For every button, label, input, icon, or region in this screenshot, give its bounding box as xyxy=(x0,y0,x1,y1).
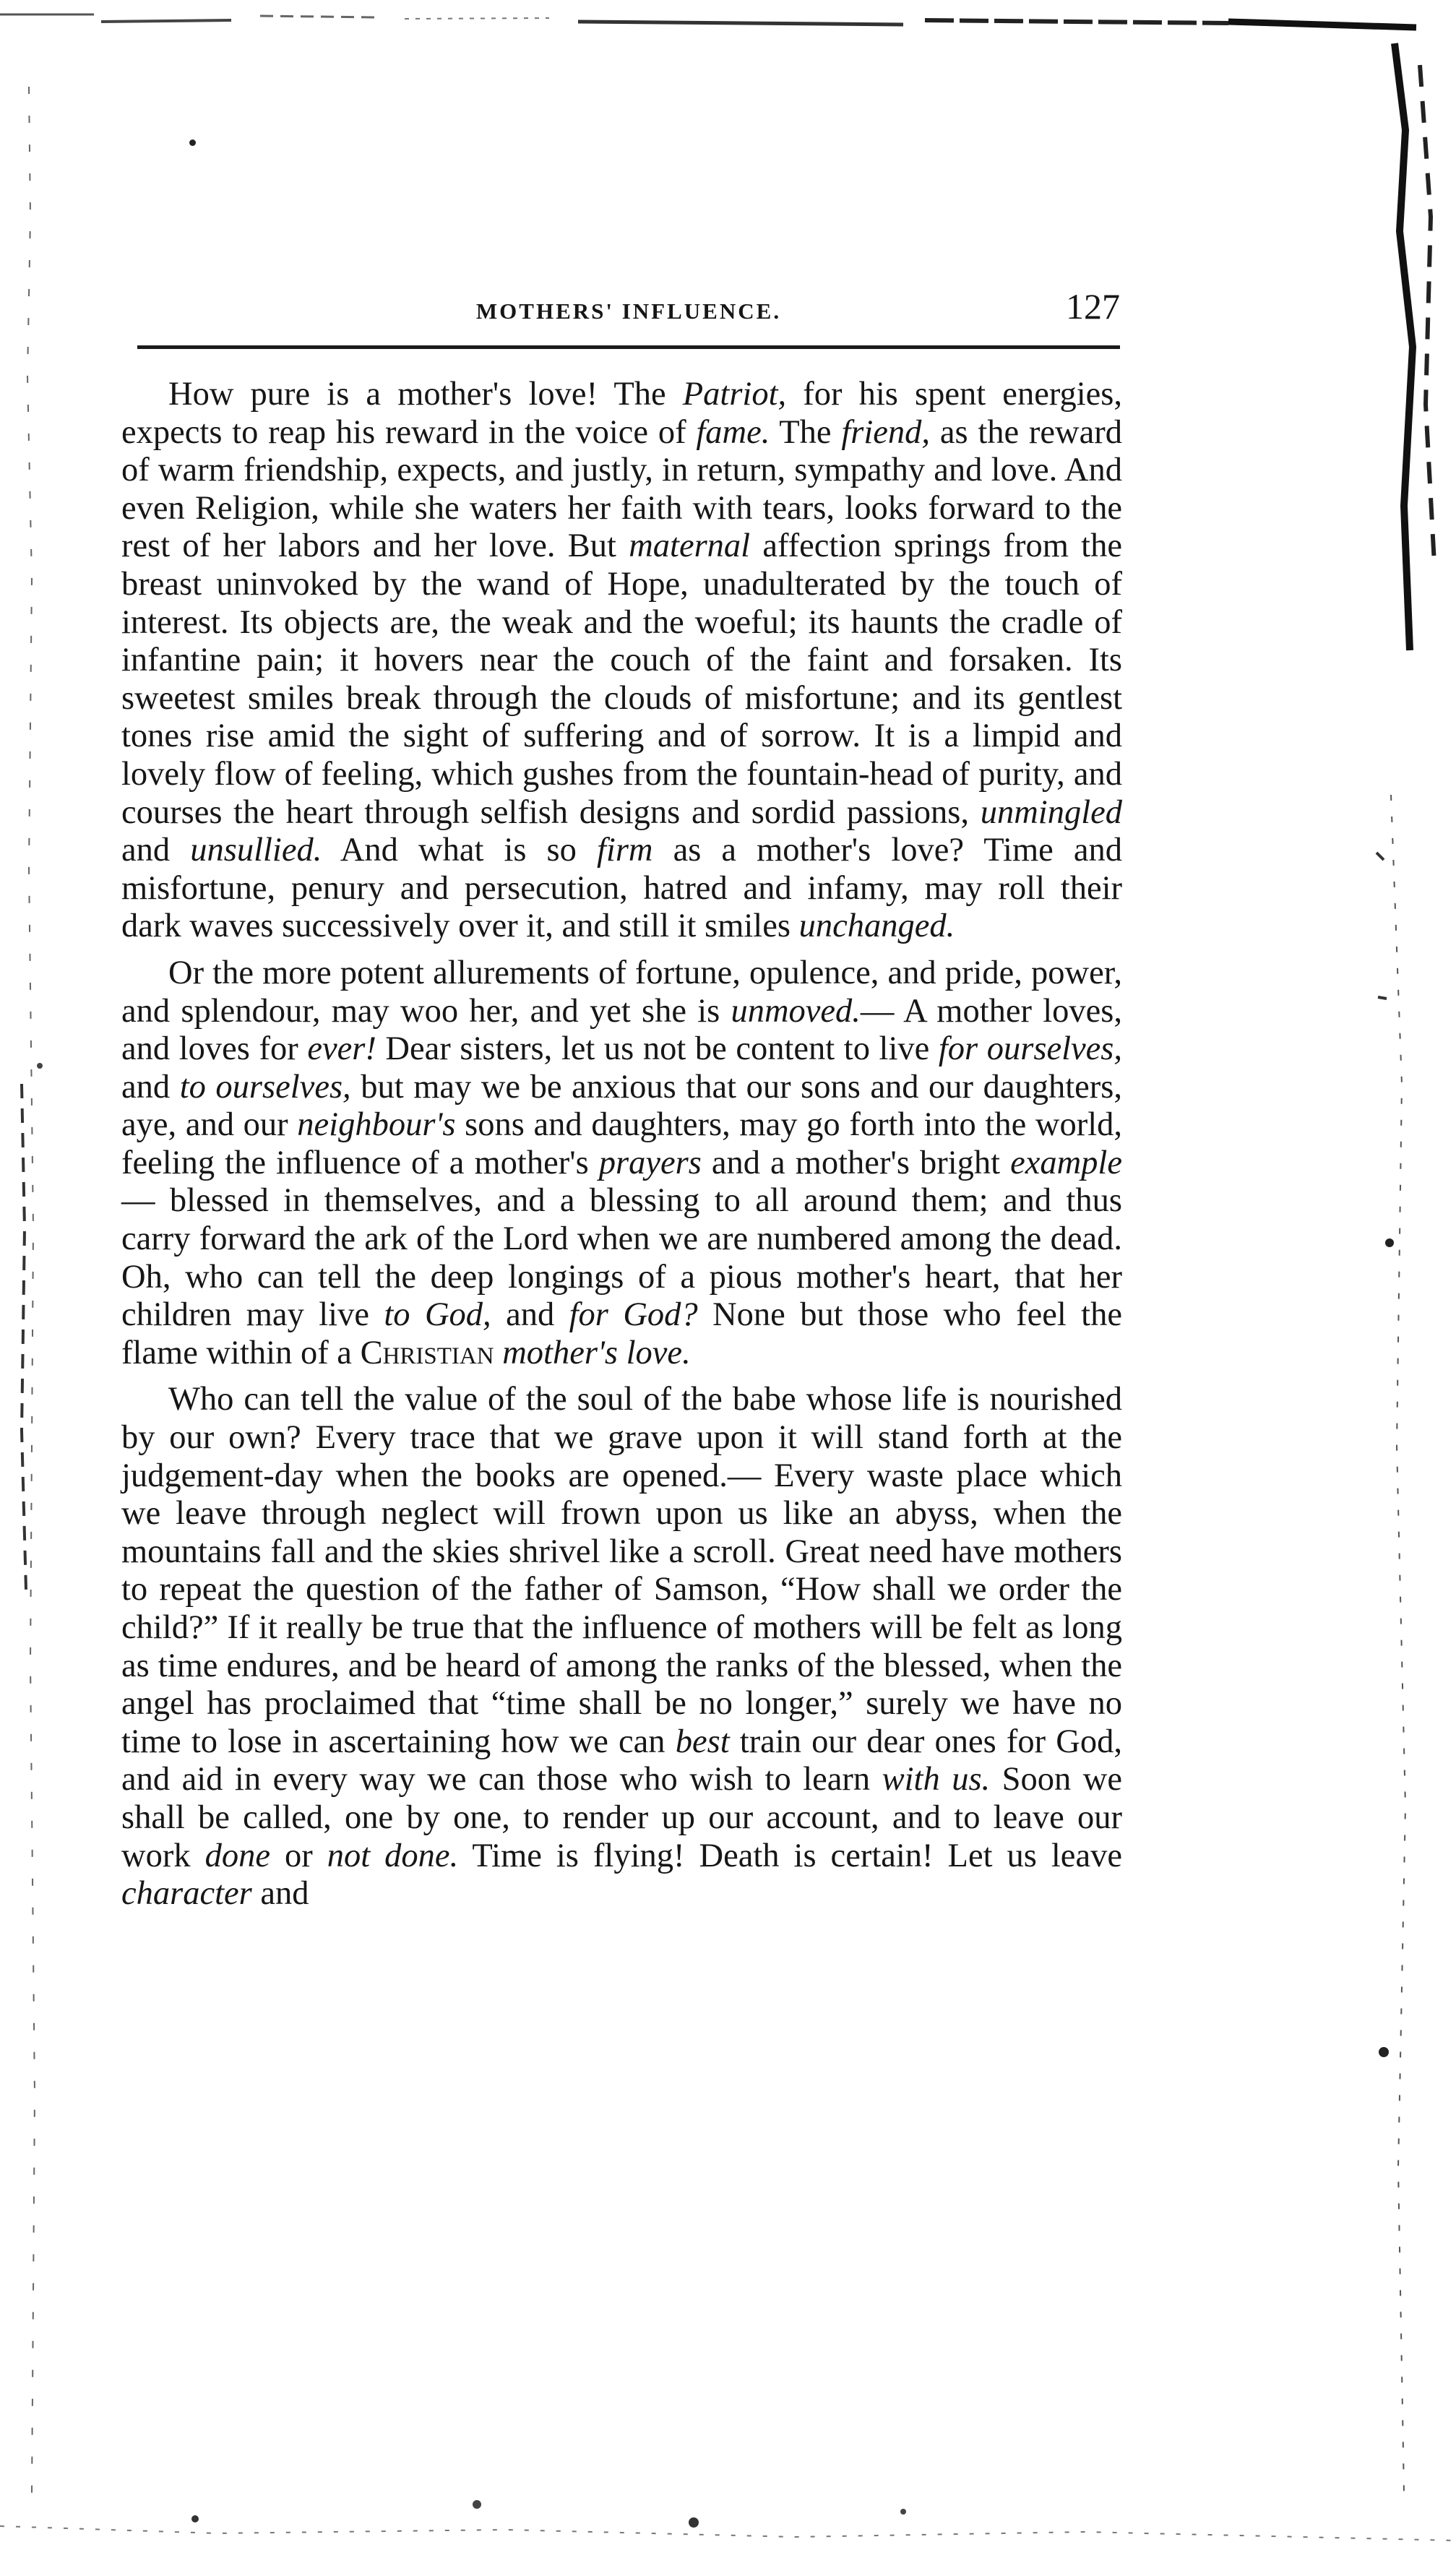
italic-run: neighbour's xyxy=(297,1106,456,1144)
italic-run: fame. xyxy=(696,413,770,451)
paragraph xyxy=(121,376,1122,946)
head-rule-divider xyxy=(137,345,1120,349)
scan-edge-bottom-artifact xyxy=(0,2461,1456,2555)
italic-run: to God, xyxy=(384,1296,491,1334)
scan-edge-left-artifact xyxy=(0,0,65,2555)
smallcaps-run: Christian xyxy=(360,1334,494,1371)
text-run xyxy=(494,1335,503,1371)
page-number: 127 xyxy=(1066,286,1120,327)
text-run: for his spent energies, expects to reap his reward in the voice of xyxy=(121,376,1123,451)
italic-run: example xyxy=(1010,1144,1122,1181)
text-run: and xyxy=(491,1296,569,1334)
italic-run: best xyxy=(675,1723,730,1760)
italic-run: firm xyxy=(596,832,653,869)
running-head-title: MOTHERS' INFLUENCE. xyxy=(475,298,782,324)
italic-run: unmingled xyxy=(980,793,1122,831)
scan-edge-top-artifact xyxy=(0,0,1456,43)
italic-run: to ourselves, xyxy=(179,1068,351,1106)
text-run: The xyxy=(770,413,842,451)
italic-run: unchanged. xyxy=(798,908,955,945)
text-run: and xyxy=(121,1068,180,1106)
text-run: How pure is a mother's love! The xyxy=(168,376,683,413)
italic-run: unsullied. xyxy=(190,832,322,869)
italic-run: for ourselves, xyxy=(938,1030,1123,1068)
paragraph xyxy=(121,1381,1122,1913)
italic-run: prayers xyxy=(598,1144,702,1181)
italic-run: character xyxy=(121,1875,252,1913)
italic-run: for God? xyxy=(569,1296,698,1334)
italic-run: Patriot, xyxy=(682,376,787,413)
italic-run: friend, xyxy=(841,413,931,451)
italic-run: mother's love. xyxy=(502,1334,691,1371)
running-head xyxy=(137,285,1120,336)
text-run: as the reward of warm friendship, expects, and justly, in return, sympathy and love. And even Religion, while she waters her faith with tears, looks forward to the rest of her labors and her love. But xyxy=(121,413,1122,565)
text-run: train our dear ones for God, and aid in every way we can those who wish to learn xyxy=(121,1723,1122,1798)
italic-run: done xyxy=(204,1837,270,1874)
text-run: but may we be anxious that our sons and our daughters, aye, and our xyxy=(121,1068,1123,1144)
text-run: Dear sisters, let us not be content to live xyxy=(376,1030,939,1068)
text-run: — blessed in themselves, and a blessing to all around them; and thus carry forward the ark of the Lord when we are numbered among the dead. Oh, who can tell the deep longings of a pious mother's heart, that her children may live xyxy=(121,1182,1122,1334)
text-run: None but those who feel the flame within of a xyxy=(121,1296,1122,1371)
italic-run: unmoved. xyxy=(731,992,861,1030)
text-run: Time is flying! Death is certain! Let us leave xyxy=(458,1837,1122,1874)
scan-edge-right-artifact xyxy=(1362,0,1456,2555)
text-run: Soon we shall be called, one by one, to render up our account, and to leave our work xyxy=(121,1761,1122,1874)
text-run: and a mother's bright xyxy=(701,1144,1011,1181)
text-run: and xyxy=(121,832,191,869)
paragraph xyxy=(121,955,1122,1373)
stray-mark-dot xyxy=(189,139,196,146)
text-run: affection springs from the breast uninvoked by the wand of Hope, unadulterated by the touch of interest. Its objects are, the weak and the woeful; its haunts the cradle of infantine pain; it hovers near the couch of the faint and forsaken. Its sweetest smiles break through the clouds of misfortune; and its gentlest tones rise amid the sight of suffering and of sorrow. It is a limpid and lovely flow of feeling, which gushes from the fountain-head of purity, and courses the heart through selfish designs and sordid passions, xyxy=(121,527,1122,831)
italic-run: maternal xyxy=(629,527,751,565)
text-run: And what is so xyxy=(322,832,597,869)
text-run: Or the more potent allurements of fortune, opulence, and pride, power, and splendour, may woo her, and yet she is xyxy=(121,954,1122,1030)
text-run: as a mother's love? Time and misfortune, penury and persecution, hatred and infamy, may roll their dark waves successively over it, and still it smiles xyxy=(121,832,1122,945)
body-text xyxy=(121,376,1122,1922)
italic-run: ever! xyxy=(307,1030,376,1068)
text-run: Who can tell the value of the soul of the babe whose life is nourished by our own? Every trace that we grave upon it will stand forth at the judgement-day when the books are opened.— Every waste place which we leave through neglect will frown upon us like an abyss, when the mountains fall and the skies shrivel like a scroll. Great need have mothers to repeat the question of the father of Samson, “How shall we order the child?” If it really be true that the influence of mothers will be felt as long as time endures, and be heard of among the ranks of the blessed, when the angel has proclaimed that “time shall be no longer,” surely we have no time to lose in ascertaining how we can xyxy=(121,1381,1122,1760)
italic-run: with us. xyxy=(882,1761,991,1798)
text-run: and xyxy=(251,1875,309,1913)
text-run: — A mother loves, and loves for xyxy=(121,992,1122,1068)
text-run: or xyxy=(270,1837,327,1874)
italic-run: not done. xyxy=(327,1837,459,1874)
text-run: sons and daughters, may go forth into the world, feeling the influence of a mother's xyxy=(121,1106,1122,1181)
